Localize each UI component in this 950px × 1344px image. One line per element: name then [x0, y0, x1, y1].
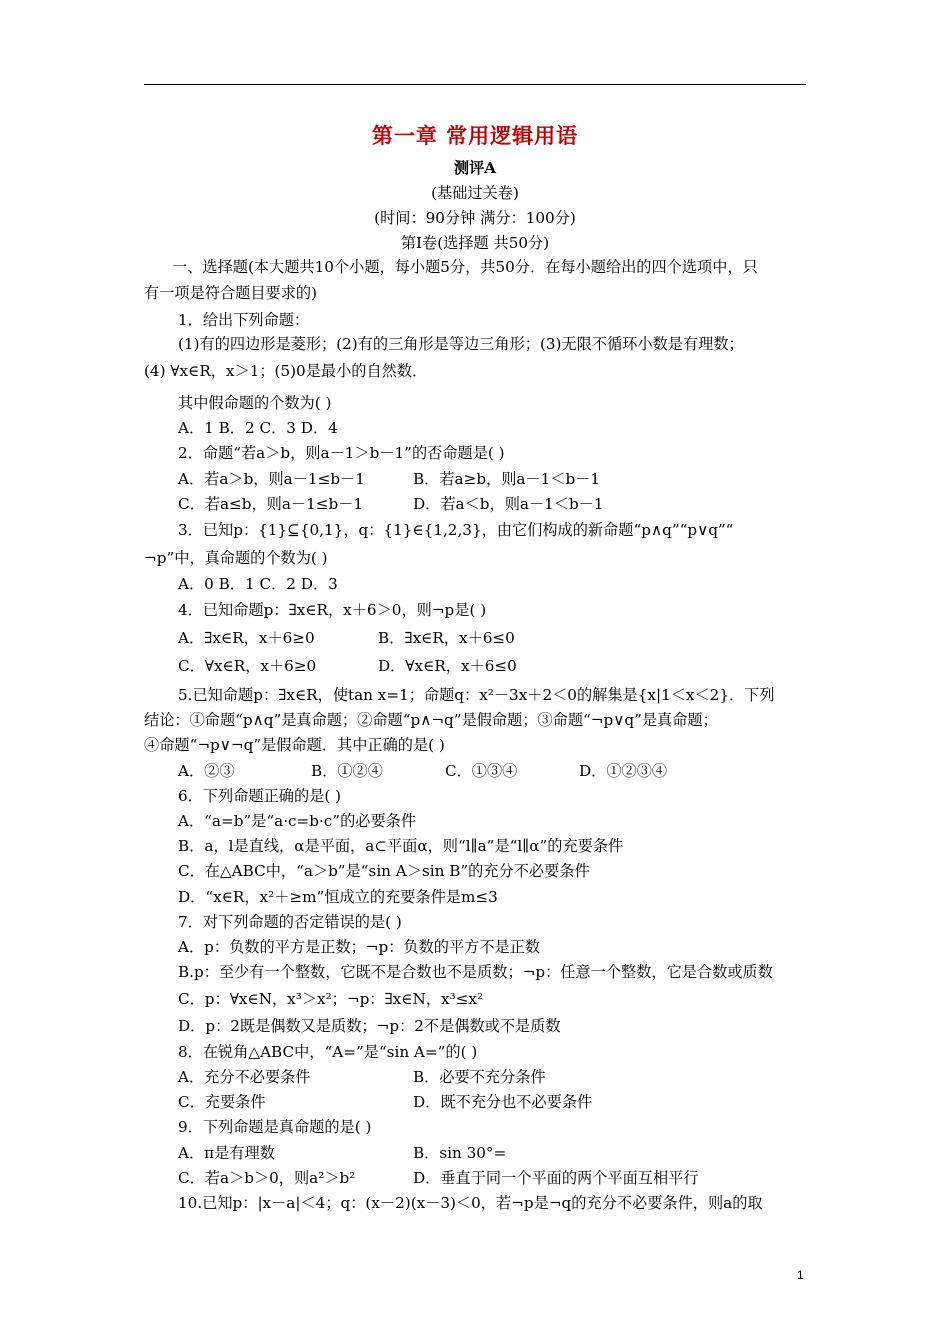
text-line: D．p：2既是偶数又是质数；¬p：2不是偶数或不是质数 [178, 1017, 561, 1035]
text-line: (4) ∀x∈R，x＞1；(5)0是最小的自然数． [144, 362, 428, 380]
time-info: (时间：90分钟 满分：100分) [374, 209, 576, 227]
text-line: D．①②③④ [579, 762, 668, 780]
text-line: D．既不充分也不必要条件 [413, 1093, 593, 1111]
test-subtitle: 测评A [453, 159, 497, 177]
text-line: B.p：至少有一个整数，它既不是合数也不是质数；¬p：任意一个整数，它是合数或质数 [178, 963, 773, 981]
text-line: 8．在锐角△ABC中，“A=”是“sin A=”的( ) [178, 1043, 478, 1061]
text-line: D．垂直于同一个平面的两个平面互相平行 [413, 1169, 699, 1187]
text-line: B．sin 30°= [413, 1144, 507, 1162]
text-line: 有一项是符合题目要求的) [144, 284, 317, 302]
text-line: B．①②④ [311, 762, 383, 780]
text-line: D．∀x∈R，x＋6≤0 [378, 657, 517, 675]
text-line: 一、选择题(本大题共10个小题，每小题5分，共50分．在每小题给出的四个选项中，只 [172, 258, 758, 276]
text-line: 7．对下列命题的否定错误的是( ) [178, 913, 402, 931]
text-line: A．1 B．2 C．3 D．4 [178, 419, 338, 437]
text-line: C．∀x∈R，x＋6≥0 [178, 657, 317, 675]
text-line: A．②③ [178, 762, 235, 780]
text-line: 5.已知命题p：∃x∈R，使tan x=1；命题q：x²－3x＋2＜0的解集是{x|1＜x＜2}．下列 [178, 686, 775, 704]
text-line: B．a，l是直线，α是平面，a⊂平面α，则“l∥a”是“l∥α”的充要条件 [178, 837, 624, 855]
text-line: 4．已知命题p：∃x∈R，x＋6＞0，则¬p是( ) [178, 601, 487, 619]
text-line: A．“a=b”是“a·c=b·c”的必要条件 [178, 812, 417, 830]
text-line: D．“x∈R，x²＋≥m”恒成立的充要条件是m≤3 [178, 888, 498, 906]
header-rule [144, 84, 806, 85]
text-line: 其中假命题的个数为( ) [178, 394, 332, 412]
chapter-title: 第一章 常用逻辑用语 [371, 123, 579, 148]
text-line: A．∃x∈R，x＋6≥0 [178, 629, 315, 647]
text-line: 10.已知p：|x－a|＜4；q：(x－2)(x－3)＜0，若¬p是¬q的充分不必要条件，则a的取 [178, 1194, 763, 1212]
text-line: A．若a＞b，则a－1≤b－1 [178, 470, 365, 488]
text-line: C．充要条件 [178, 1093, 266, 1111]
text-line: 3．已知p：{1}⊆{0,1}，q：{1}∈{1,2,3}，由它们构成的新命题“p∧q”“p∨q”“ [178, 521, 734, 539]
text-line: C．①③④ [445, 762, 518, 780]
page-number: 1 [797, 1268, 804, 1282]
text-line: 9．下列命题是真命题的是( ) [178, 1118, 372, 1136]
text-line: B．∃x∈R，x＋6≤0 [378, 629, 515, 647]
text-line: 结论：①命题“p∧q”是真命题；②命题“p∧¬q”是假命题；③命题“¬p∨q”是真命题； [144, 711, 718, 729]
text-line: C．p：∀x∈N，x³＞x²；¬p：∃x∈N，x³≤x² [178, 990, 484, 1008]
test-level: (基础过关卷) [431, 184, 519, 202]
text-line: B．若a≥b，则a－1＜b－1 [413, 470, 601, 488]
part-title: 第Ⅰ卷(选择题 共50分) [400, 234, 550, 252]
text-line: 6．下列命题正确的是( ) [178, 787, 342, 805]
text-line: A．π是有理数 [178, 1144, 275, 1162]
text-line: D．若a＜b，则a－1＜b－1 [413, 495, 604, 513]
text-line: C．若a≤b，则a－1≤b－1 [178, 495, 364, 513]
text-line: A．充分不必要条件 [178, 1068, 311, 1086]
text-line: ④命题“¬p∨¬q”是假命题．其中正确的是( ) [144, 736, 445, 754]
text-line: 2．命题“若a＞b，则a－1＞b－1”的否命题是( ) [178, 444, 505, 462]
text-line: A．0 B．1 C．2 D．3 [178, 575, 338, 593]
text-line: C．若a＞b＞0，则a²＞b² [178, 1169, 356, 1187]
text-line: A．p：负数的平方是正数；¬p：负数的平方不是正数 [178, 938, 541, 956]
text-line: B．必要不充分条件 [413, 1068, 546, 1086]
text-line: 1．给出下列命题： [178, 311, 310, 329]
text-line: (1)有的四边形是菱形；(2)有的三角形是等边三角形；(3)无限不循环小数是有理数； [178, 335, 744, 353]
text-line: C．在△ABC中，“a＞b”是“sin A＞sin B”的充分不必要条件 [178, 862, 590, 880]
text-line: ¬p”中，真命题的个数为( ) [144, 549, 328, 567]
